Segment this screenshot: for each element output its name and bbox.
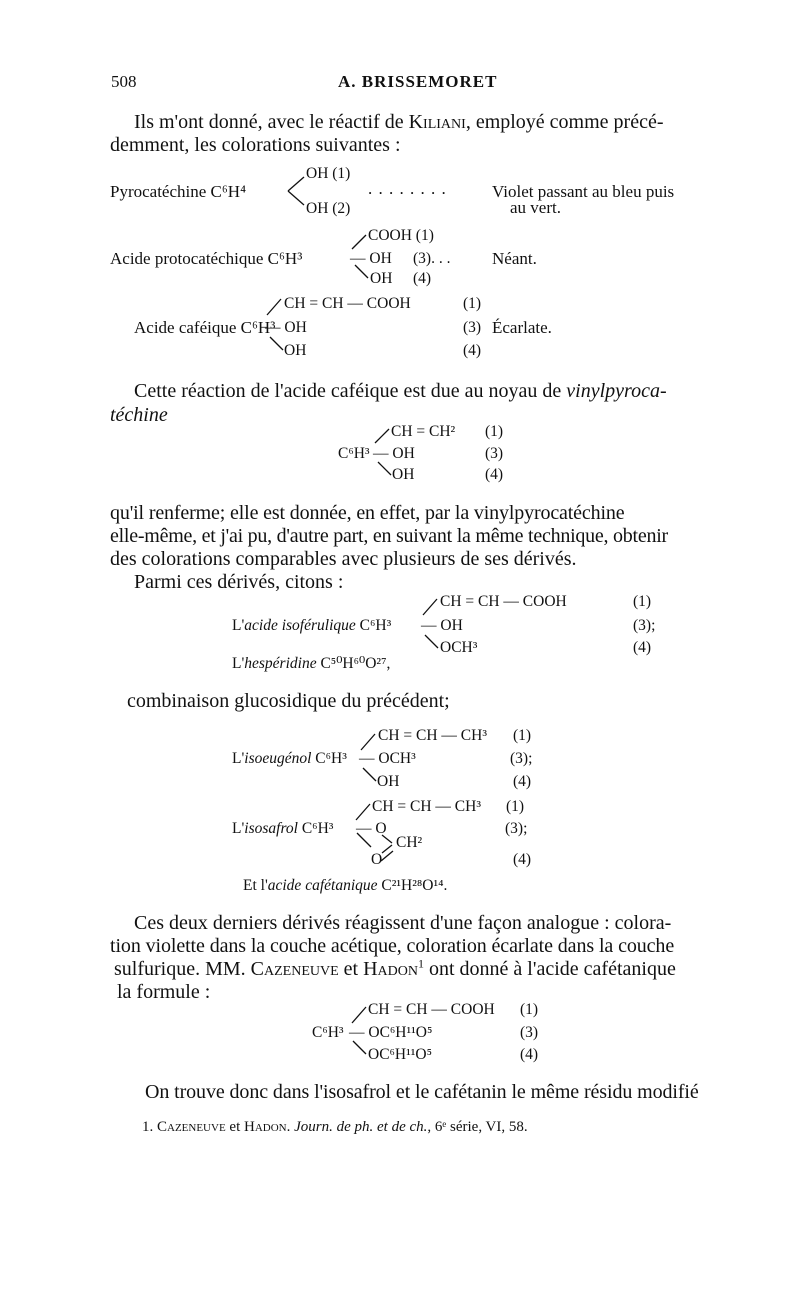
- text-span: , 6ᵉ série, VI, 58.: [427, 1119, 528, 1135]
- formula-name: C⁶H³: [338, 445, 370, 462]
- formula-name: [232, 820, 333, 838]
- substituent: O: [371, 851, 383, 868]
- text-span: L': [232, 655, 245, 672]
- substituent: — OC⁶H¹¹O⁵: [349, 1024, 433, 1041]
- footnote-ref: 1: [418, 956, 424, 971]
- bond-slash: [423, 598, 439, 616]
- paragraph-line: Ces deux derniers dérivés réagissent d'une façon analogue : colora-: [134, 912, 672, 934]
- substituent: COOH (1): [368, 227, 434, 244]
- paragraph-line: [114, 958, 676, 980]
- paragraph-line: [134, 111, 664, 133]
- substituent: OH (2): [306, 200, 351, 217]
- substituent: OC⁶H¹¹O⁵: [368, 1046, 433, 1063]
- text-span: sulfurique. MM.: [114, 958, 251, 980]
- substituent: OCH³: [440, 639, 478, 656]
- reaction-result: Écarlate.: [492, 318, 552, 337]
- substituent: CH = CH — CH³: [372, 798, 481, 815]
- formula-text: C⁶H³: [311, 750, 347, 767]
- paragraph-line: qu'il renferme; elle est donnée, en effet, par la vinylpyrocatéchine: [110, 502, 625, 524]
- substituent: CH = CH — COOH: [368, 1001, 495, 1018]
- position-number: (4): [463, 342, 482, 359]
- bond-slash: [375, 428, 391, 444]
- formula-text: C⁵⁰H⁶⁰O²⁷,: [316, 655, 391, 672]
- reaction-result: Violet passant au bleu puis: [492, 182, 675, 201]
- formula-name: [232, 617, 391, 635]
- position-number: (4): [633, 639, 652, 656]
- substituent: CH = CH — COOH: [284, 295, 411, 312]
- formula-name: [232, 655, 390, 673]
- position-number: (1): [485, 423, 504, 440]
- paragraph-line: des colorations comparables avec plusieurs de ses dérivés.: [110, 548, 577, 570]
- branch-bond: [288, 176, 308, 206]
- compound-name: hespéridine: [244, 655, 317, 672]
- formula-name: C⁶H³: [312, 1024, 344, 1041]
- author-name: Cazeneuve: [250, 958, 339, 980]
- leader-dots: . . . . . . . .: [368, 179, 447, 198]
- text-span: L': [232, 750, 245, 767]
- compound-name: acide cafétanique: [267, 877, 378, 894]
- substituent: OH (1): [306, 165, 351, 182]
- paragraph-line: On trouve donc dans l'isosafrol et le cafétanin le même résidu modifié: [145, 1081, 699, 1103]
- substituent: — OH: [373, 445, 415, 462]
- formula-text: C²¹H²⁸O¹⁴.: [377, 877, 448, 894]
- position-number: (3);: [510, 750, 533, 767]
- text-span: , employé comme précé-: [465, 111, 664, 133]
- substituent: OH: [377, 773, 400, 790]
- bond-slash: [352, 1006, 368, 1024]
- position-number: (4): [513, 851, 532, 868]
- formula-text: C⁶H³: [297, 820, 334, 837]
- substituent: CH²: [396, 834, 423, 851]
- text-span: Cette réaction de l'acide caféique est due au noyau de: [134, 380, 567, 402]
- position-number: (3);: [505, 820, 528, 837]
- author-name: Hadon: [244, 1119, 287, 1135]
- position-number: (3): [463, 319, 482, 336]
- substituent: CH = CH²: [391, 423, 456, 440]
- paragraph-line: combinaison glucosidique du précédent;: [127, 690, 450, 712]
- footnote-number: 1.: [142, 1119, 154, 1135]
- position-number: (1): [513, 727, 532, 744]
- paragraph-line: [134, 380, 667, 402]
- bond-backslash: [424, 634, 440, 650]
- italic-term: téchine: [110, 404, 168, 426]
- substituent: — OH: [265, 319, 307, 336]
- position-number: (1): [633, 593, 652, 610]
- paragraph-line: la formule :: [117, 981, 211, 1003]
- formula-name: Acide caféique C⁶H³: [134, 318, 276, 337]
- text-span: Et l': [243, 877, 268, 894]
- text-span: et: [225, 1119, 244, 1135]
- bond-backslash: [377, 461, 393, 477]
- position-number: (1): [463, 295, 482, 312]
- formula-name: Pyrocatéchine C⁶H⁴: [110, 182, 247, 201]
- substituent: OH: [370, 270, 393, 287]
- text-span: Ils m'ont donné, avec le réactif de: [134, 111, 409, 133]
- position-number: (1): [506, 798, 525, 815]
- position-number: (4): [413, 270, 432, 287]
- journal-title: Journ. de ph. et de ch.: [294, 1119, 428, 1135]
- position-number: (3): [520, 1024, 539, 1041]
- position-number: (4): [520, 1046, 539, 1063]
- substituent: OH: [284, 342, 307, 359]
- compound-name: isosafrol: [244, 820, 298, 837]
- reaction-result: au vert.: [510, 198, 561, 217]
- page-number: 508: [111, 72, 137, 91]
- running-title: A. BRISSEMORET: [338, 72, 498, 91]
- position-number: (1): [520, 1001, 539, 1018]
- substituent: — O: [356, 820, 387, 837]
- text-span: L': [232, 820, 245, 837]
- formula-name: Acide protocatéchique C⁶H³: [110, 249, 303, 268]
- substituent: CH = CH — COOH: [440, 593, 567, 610]
- bond-slash: [352, 234, 368, 250]
- paragraph-line: tion violette dans la couche acétique, coloration écarlate dans la couche: [110, 935, 675, 957]
- text-span: ont donné à l'acide cafétanique: [424, 958, 676, 980]
- author-name: Hadon: [363, 958, 418, 980]
- bond-backslash: [362, 767, 378, 783]
- bond-slash: [356, 803, 372, 821]
- position-number: (4): [513, 773, 532, 790]
- substituent: OH: [392, 466, 415, 483]
- footnote: 1. Cazeneuve et Hadon. Journ. de ph. et de ch., 6ᵉ série, VI, 58.: [142, 1119, 528, 1135]
- bond-backslash: [352, 1040, 368, 1056]
- compound-name: acide isoférulique: [244, 617, 356, 634]
- text-span: L': [232, 617, 245, 634]
- position-number: (3);: [633, 617, 656, 634]
- bond-backslash: [354, 264, 370, 280]
- paragraph-line: demment, les colorations suivantes :: [110, 134, 401, 156]
- author-name: Kiliani: [408, 111, 466, 133]
- bond-slash: [361, 733, 377, 751]
- bond-slash: [267, 298, 283, 316]
- position-number: (3): [485, 445, 504, 462]
- position-number: (4): [485, 466, 504, 483]
- substituent: — OH: [350, 250, 392, 267]
- substituent: — OCH³: [359, 750, 416, 767]
- position-number: (3). . .: [413, 250, 451, 267]
- text-span: et: [338, 958, 364, 980]
- compound-name: isoeugénol: [244, 750, 312, 767]
- reaction-result: Néant.: [492, 249, 537, 268]
- author-name: Cazeneuve: [157, 1119, 226, 1135]
- paragraph-line: Parmi ces dérivés, citons :: [134, 571, 344, 593]
- substituent: — OH: [421, 617, 463, 634]
- italic-term: vinylpyroca-: [566, 380, 667, 402]
- formula-name: [243, 877, 447, 895]
- substituent: CH = CH — CH³: [378, 727, 487, 744]
- formula-text: C⁶H³: [355, 617, 392, 634]
- paragraph-line: elle-même, et j'ai pu, d'autre part, en suivant la même technique, obtenir: [110, 525, 668, 547]
- bond-backslash: [269, 336, 285, 352]
- formula-name: [232, 750, 347, 768]
